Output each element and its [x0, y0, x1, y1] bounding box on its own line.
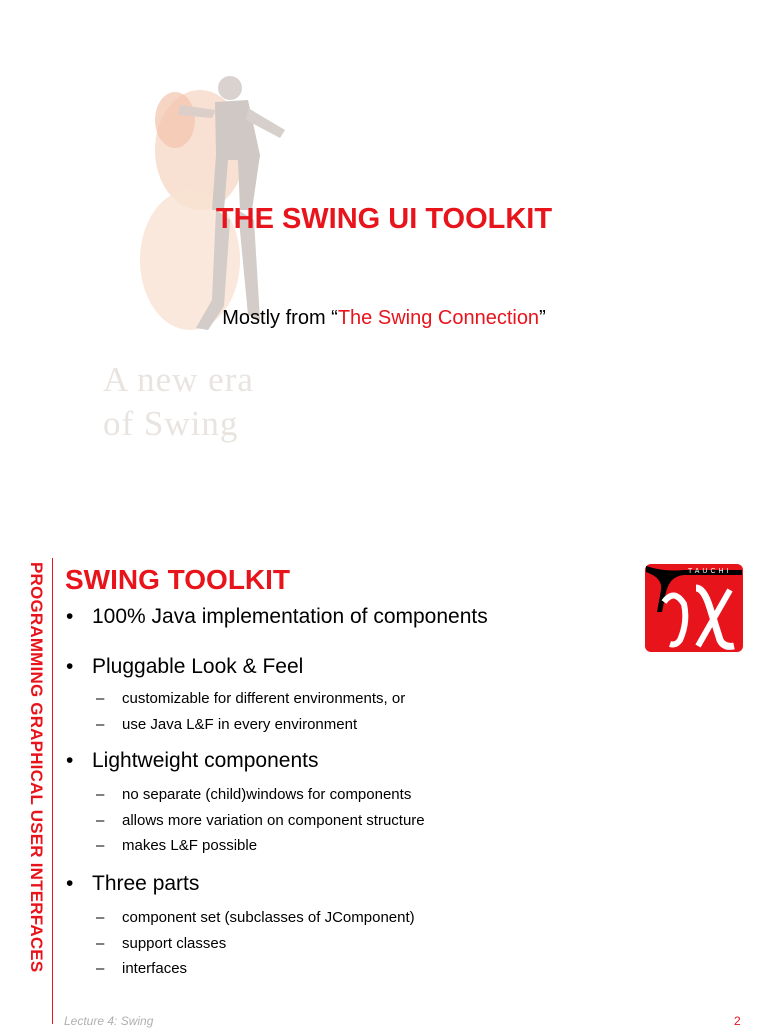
- sub-bullet: – no separate (child)windows for components: [64, 782, 425, 808]
- sub-bullet-list: [64, 905, 415, 982]
- vertical-course-label: PROGRAMMING GRAPHICAL USER INTERFACES: [27, 562, 46, 973]
- page-number: 2: [734, 1014, 741, 1028]
- sub-bullet: – allows more variation on component structure: [64, 808, 425, 834]
- watermark-line-1: A new era: [103, 360, 254, 399]
- bullet-item: [64, 654, 405, 737]
- sub-bullet: – support classes: [64, 931, 415, 957]
- watermark-text: [103, 358, 254, 446]
- subtitle-prefix: Mostly from “: [222, 307, 338, 329]
- bullet-text: • Pluggable Look & Feel: [64, 654, 405, 680]
- slide-subtitle: [0, 307, 768, 330]
- bullet-text: • Three parts: [64, 871, 415, 897]
- sub-bullet: – component set (subclasses of JComponent): [64, 905, 415, 931]
- subtitle-highlight: The Swing Connection: [337, 307, 540, 329]
- sub-bullet-list: [64, 782, 425, 859]
- sub-bullet-list: [64, 686, 405, 737]
- vertical-divider: [52, 558, 53, 1024]
- sub-bullet: – makes L&F possible: [64, 833, 425, 859]
- bullet-item: [64, 748, 425, 859]
- bullet-item: [64, 604, 488, 630]
- content-slide: [0, 540, 768, 1028]
- tauchi-logo: [644, 562, 744, 654]
- logo-text: TAUCHI: [688, 568, 732, 575]
- watermark-line-2: of Swing: [103, 404, 239, 443]
- subtitle-suffix: ”: [539, 307, 546, 329]
- sub-bullet: – use Java L&F in every environment: [64, 712, 405, 738]
- sub-bullet: – interfaces: [64, 956, 415, 982]
- bullet-text: • Lightweight components: [64, 748, 425, 774]
- bullet-item: [64, 871, 415, 982]
- slide-title: THE SWING UI TOOLKIT: [215, 203, 553, 235]
- bullet-text: • 100% Java implementation of components: [64, 604, 488, 630]
- slide-title: SWING TOOLKIT: [65, 564, 291, 595]
- footer-lecture-label: Lecture 4: Swing: [64, 1014, 154, 1028]
- sub-bullet: – customizable for different environments, or: [64, 686, 405, 712]
